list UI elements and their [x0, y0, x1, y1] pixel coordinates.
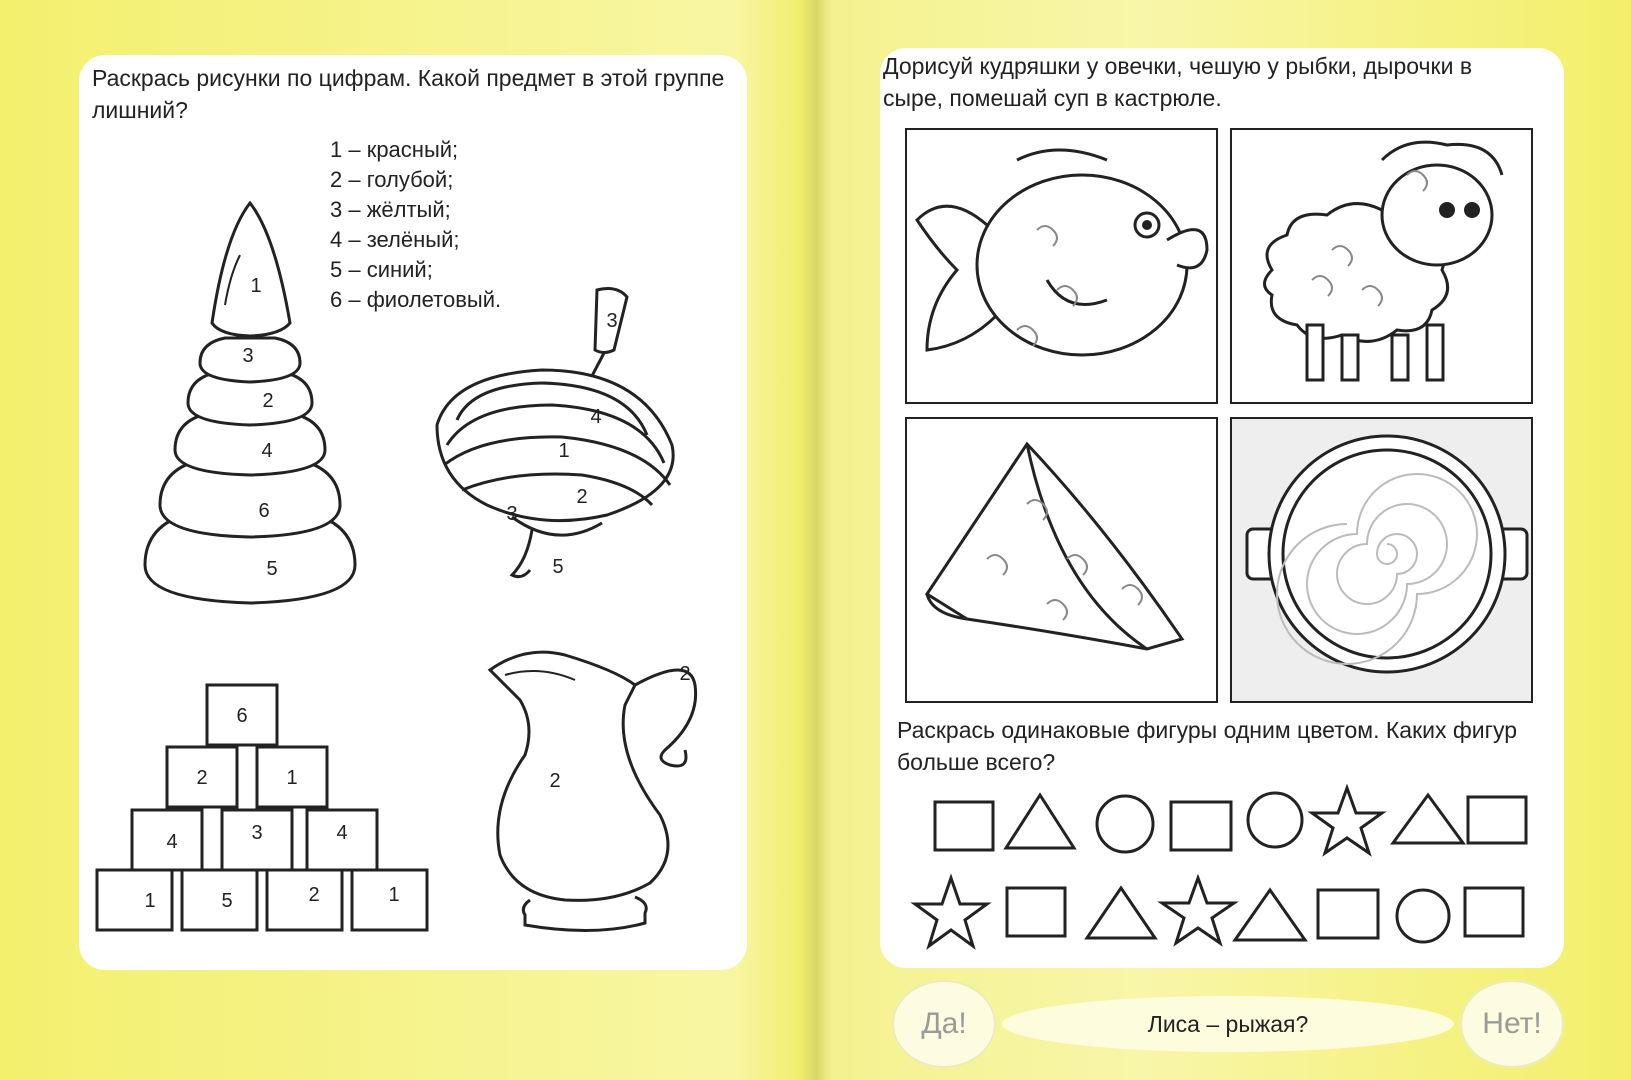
pot-frame: [1230, 417, 1533, 703]
square-shape: [1007, 888, 1065, 936]
cheese-frame: [905, 417, 1218, 703]
top-number: 5: [552, 556, 564, 578]
cube-number: 3: [251, 822, 263, 844]
stacking-pyramid-drawing: [130, 195, 370, 625]
square-shape: [1171, 802, 1231, 850]
legend-item: 6 – фиолетовый.: [330, 287, 502, 312]
cube-number: 6: [236, 705, 248, 727]
spinning-top-drawing: [432, 285, 702, 605]
circle-shape: [1097, 796, 1153, 852]
pyramid-number: 6: [258, 500, 270, 522]
cube-number: 1: [388, 884, 400, 906]
question-oval: Лиса – рыжая?: [1002, 996, 1454, 1052]
cubes-drawing: [92, 675, 442, 935]
triangle-shape: [1235, 890, 1305, 940]
right-instruction: Дорисуй кудряшки у овечки, чешую у рыбки, дырочки в сыре, помешай суп в кастрюле.: [883, 53, 1473, 111]
circle-shape: [1397, 890, 1449, 942]
left-page: [0, 0, 810, 1080]
shapes-row-1: [905, 780, 1545, 860]
triangle-shape: [1006, 795, 1074, 848]
cube-number: 2: [196, 767, 208, 789]
sheep-frame: [1230, 128, 1533, 404]
square-shape: [935, 802, 993, 850]
left-instruction: Раскрась рисунки по цифрам. Какой предмет в этой группе лишний?: [92, 65, 725, 123]
pyramid-number: 4: [261, 440, 273, 462]
jug-number: 2: [679, 663, 691, 685]
circle-shape: [1248, 793, 1302, 847]
cube-number: 1: [286, 767, 298, 789]
top-number: 1: [558, 440, 570, 462]
pyramid-number: 1: [250, 275, 262, 297]
cube-number: 1: [144, 890, 156, 912]
cube-number: 2: [308, 884, 320, 906]
top-number: 3: [606, 310, 618, 332]
shapes-instruction: Раскрась одинаковые фигуры одним цветом. Каких фигур больше всего?: [897, 717, 1518, 775]
top-number: 3: [506, 503, 518, 525]
no-button[interactable]: Нет!: [1460, 980, 1564, 1068]
pyramid-number: 5: [266, 558, 278, 580]
cube-number: 4: [336, 822, 348, 844]
top-number: 2: [576, 486, 588, 508]
yes-button[interactable]: Да!: [892, 980, 996, 1068]
legend-item: 3 – жёлтый;: [330, 197, 451, 222]
cube-number: 5: [221, 890, 233, 912]
legend-item: 4 – зелёный;: [330, 227, 460, 252]
sheep-drawing: [1232, 130, 1531, 402]
jug-number: 2: [549, 770, 561, 792]
pyramid-number: 2: [262, 390, 274, 412]
triangle-shape: [1393, 795, 1463, 843]
square-shape: [1468, 797, 1526, 843]
cube-number: 4: [166, 831, 178, 853]
legend-item: 5 – синий;: [330, 257, 433, 282]
cheese-drawing: [907, 419, 1216, 701]
square-shape: [1465, 888, 1523, 936]
top-number: 4: [590, 406, 602, 428]
star-shape: [915, 878, 987, 946]
pot-drawing: [1232, 419, 1531, 701]
star-shape: [1162, 878, 1234, 943]
triangle-shape: [1087, 888, 1155, 938]
legend-item: 1 – красный;: [330, 137, 459, 162]
shapes-row-2: [905, 870, 1545, 950]
square-shape: [1318, 890, 1378, 938]
jug-drawing: [485, 645, 725, 940]
fish-frame: [905, 128, 1218, 404]
fish-drawing: [907, 130, 1216, 402]
star-shape: [1312, 788, 1382, 853]
pyramid-number: 3: [242, 345, 254, 367]
legend-item: 2 – голубой;: [330, 167, 454, 192]
